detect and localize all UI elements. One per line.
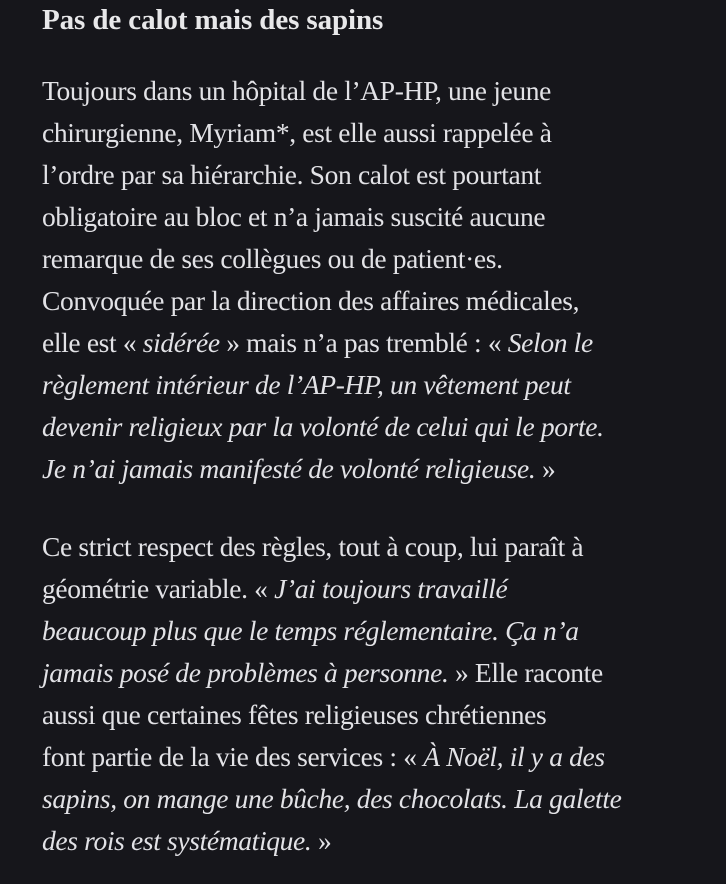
body-text: aussi que certaines fêtes religieuses chrétiennes bbox=[42, 699, 547, 730]
section-heading: Pas de calot mais des sapins bbox=[42, 4, 384, 36]
text-line bbox=[42, 736, 621, 778]
text-line bbox=[42, 280, 604, 322]
quote-text: sapins, on mange une bûche, des chocolats. La galette bbox=[42, 783, 622, 814]
paragraph-2 bbox=[42, 526, 621, 862]
body-text: » bbox=[311, 825, 332, 856]
body-text: Toujours dans un hôpital de l’AP-HP, une jeune bbox=[42, 75, 551, 106]
body-text: chirurgienne, Myriam*, est elle aussi rappelée à bbox=[42, 117, 552, 148]
paragraph-1 bbox=[42, 70, 604, 490]
text-line bbox=[42, 610, 621, 652]
body-text: obligatoire au bloc et n’a jamais suscité aucune bbox=[42, 201, 546, 232]
quote-text: jamais posé de problèmes à personne. bbox=[42, 657, 449, 688]
quote-text: Je n’ai jamais manifesté de volonté religieuse. bbox=[42, 453, 536, 484]
quote-text: devenir religieux par la volonté de celui qui le porte. bbox=[42, 411, 604, 442]
text-line bbox=[42, 448, 604, 490]
quote-text: règlement intérieur de l’AP-HP, un vêtement peut bbox=[42, 369, 571, 400]
body-text: » Elle raconte bbox=[448, 657, 603, 688]
body-text: l’ordre par sa hiérarchie. Son calot est pourtant bbox=[42, 159, 542, 190]
text-line bbox=[42, 70, 604, 112]
body-text: font partie de la vie des services : « bbox=[42, 741, 424, 772]
text-line bbox=[42, 778, 621, 820]
text-line bbox=[42, 238, 604, 280]
text-line bbox=[42, 652, 621, 694]
text-line bbox=[42, 568, 621, 610]
text-line bbox=[42, 322, 604, 364]
quote-text: À Noël, il y a des bbox=[423, 741, 605, 772]
quote-text: J’ai toujours travaillé bbox=[274, 573, 508, 604]
body-text: » bbox=[535, 453, 556, 484]
body-text: elle est « bbox=[42, 327, 143, 358]
quote-text: sidérée bbox=[142, 327, 220, 358]
text-line bbox=[42, 196, 604, 238]
quote-text: beaucoup plus que le temps réglementaire. Ça n’a bbox=[42, 615, 579, 646]
body-text: » mais n’a pas tremblé : « bbox=[219, 327, 508, 358]
text-line bbox=[42, 820, 621, 862]
text-line bbox=[42, 694, 621, 736]
quote-text: des rois est systématique. bbox=[42, 825, 312, 856]
text-line bbox=[42, 112, 604, 154]
text-line bbox=[42, 406, 604, 448]
text-line bbox=[42, 526, 621, 568]
body-text: remarque de ses collègues ou de patient·es. bbox=[42, 243, 503, 274]
text-line bbox=[42, 154, 604, 196]
body-text: géométrie variable. « bbox=[42, 573, 275, 604]
quote-text: Selon le bbox=[507, 327, 593, 358]
body-text: Ce strict respect des règles, tout à coup, lui paraît à bbox=[42, 531, 584, 562]
text-line bbox=[42, 364, 604, 406]
body-text: Convoquée par la direction des affaires médicales, bbox=[42, 285, 580, 316]
